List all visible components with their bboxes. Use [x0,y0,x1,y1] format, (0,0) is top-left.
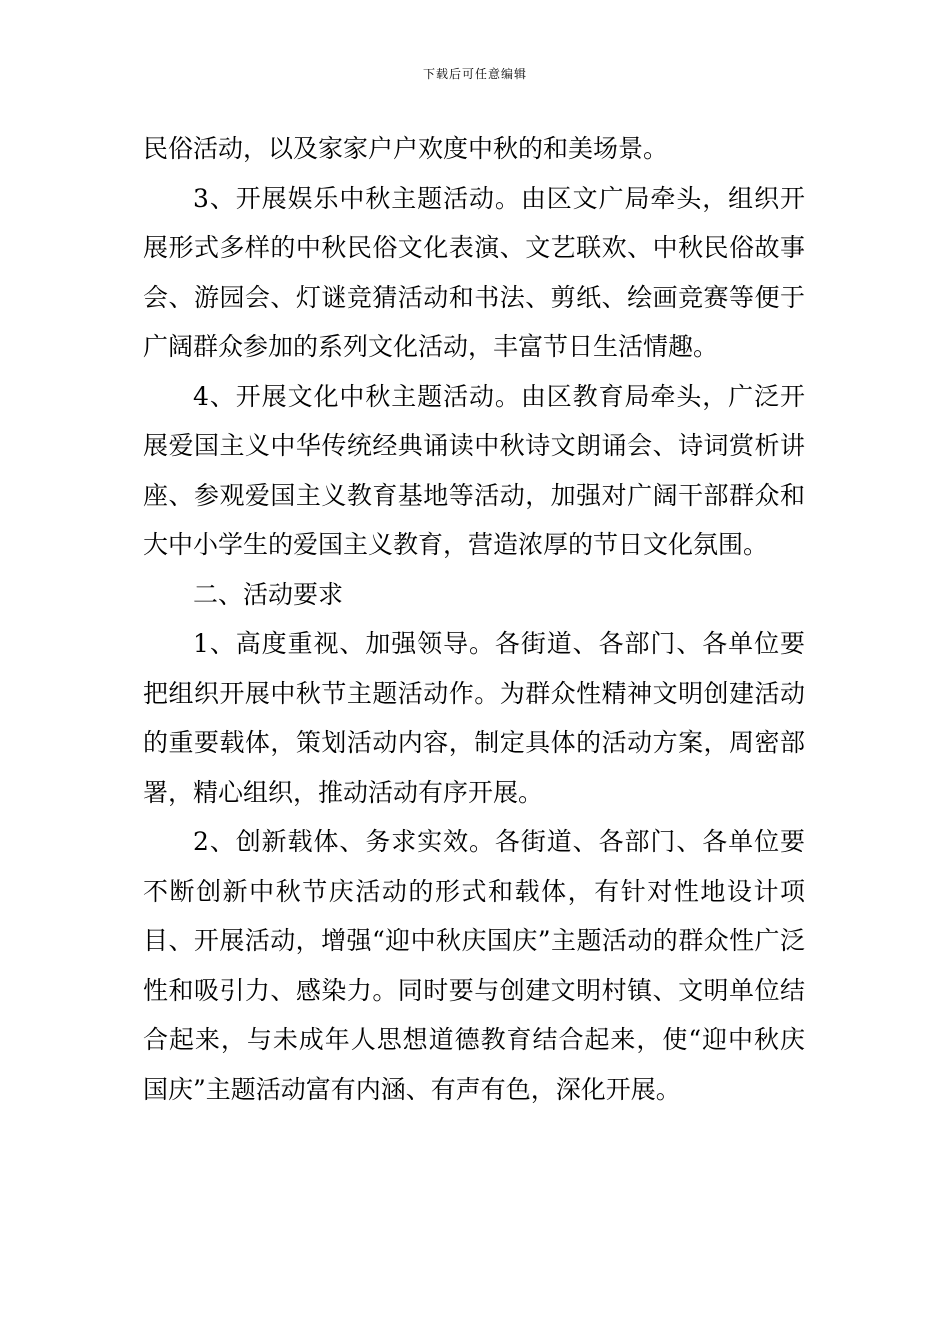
paragraph-item-4: 4、开展文化中秋主题活动。由区教育局牵头，广泛开展爱国主义中华传统经典诵读中秋诗文朗诵会、诗词赏析讲座、参观爱国主义教育基地等活动，加强对广阔干部群众和大中小学生的爱国主义教育，营造浓厚的节日文化氛围。 [143,381,805,559]
document-body [143,124,805,1114]
paragraph-continuation: 民俗活动，以及家家户户欢度中秋的和美场景。 [143,134,669,163]
header-note: 下载后可任意编辑 [422,67,527,81]
paragraph-requirement-1: 1、高度重视、加强领导。各街道、各部门、各单位要把组织开展中秋节主题活动作。为群众性精神文明创建活动的重要载体，策划活动内容，制定具体的活动方案，周密部署，精心组织，推动活动有序开展。 [143,629,805,807]
paragraph-requirement-2: 2、创新载体、务求实效。各街道、各部门、各单位要不断创新中秋节庆活动的形式和载体，有针对性地设计项目、开展活动，增强“迎中秋庆国庆”主题活动的群众性广泛性和吸引力、感染力。同时要与创建文明村镇、文明单位结合起来，与未成年人思想道德教育结合起来，使“迎中秋庆国庆”主题活动富有内涵、有声有色，深化开展。 [143,827,805,1104]
section-heading: 二、活动要求 [193,579,344,609]
paragraph-item-3: 3、开展娱乐中秋主题活动。由区文广局牵头，组织开展形式多样的中秋民俗文化表演、文艺联欢、中秋民俗故事会、游园会、灯谜竞猜活动和书法、剪纸、绘画竞赛等便于广阔群众参加的系列文化活动，丰富节日生活情趣。 [143,183,805,361]
